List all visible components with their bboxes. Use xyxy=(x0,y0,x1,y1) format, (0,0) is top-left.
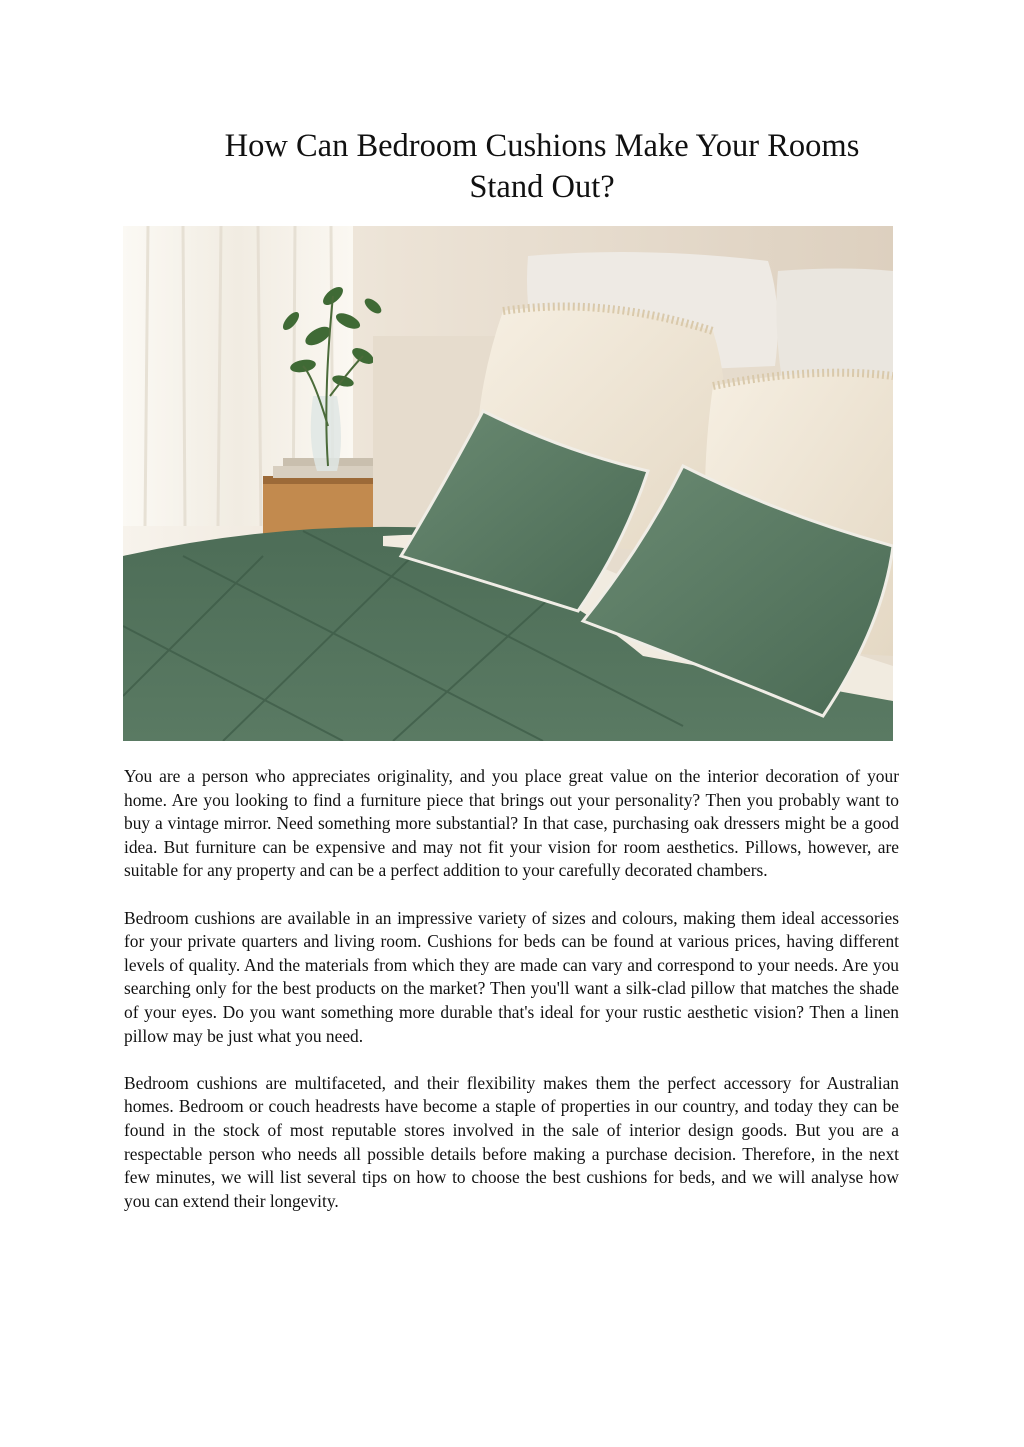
paragraph-1: You are a person who appreciates originality, and you place great value on the interior decoration of your home. Are you looking to find a furniture piece that brings out your personality? Then you probably want to buy a vintage mirror. Need something more substantial? In that case, purchasing oak dressers might be a good idea. But furniture can be expensive and may not fit your vision for room aesthetics. Pillows, however, are suitable for any property and can be a perfect addition to your carefully decorated chambers. xyxy=(124,766,899,881)
page-title-line-1: How Can Bedroom Cushions Make Your Rooms xyxy=(224,128,860,164)
paragraph-3: Bedroom cushions are multifaceted, and their flexibility makes them the perfect accessory for Australian homes. Bedroom or couch headrests have become a staple of properties in our country, and today they can be found in the stock of most reputable stores involved in the sale of interior design goods. But you are a respectable person who needs all possible details before making a purchase decision. Therefore, in the next few minutes, we will list several tips on how to choose the best cushions for beds, and we will analyse how you can extend their longevity. xyxy=(124,1072,899,1211)
bedroom-scene-illustration xyxy=(123,226,893,741)
bedroom-cushions-photo xyxy=(123,226,893,741)
page-title-line-2: Stand Out? xyxy=(469,169,615,205)
paragraph-2: Bedroom cushions are available in an impressive variety of sizes and colours, making them ideal accessories for your private quarters and living room. Cushions for beds can be found at various prices, having different levels of quality. And the materials from which they are made can vary and correspond to your needs. Are you searching only for the best products on the market? Then you'll want a silk-clad pillow that matches the shade of your eyes. Do you want something more durable that's ideal for your rustic aesthetic vision? Then a linen pillow may be just what you need. xyxy=(124,907,899,1046)
page-title xyxy=(123,126,961,208)
article-body xyxy=(124,765,899,1237)
